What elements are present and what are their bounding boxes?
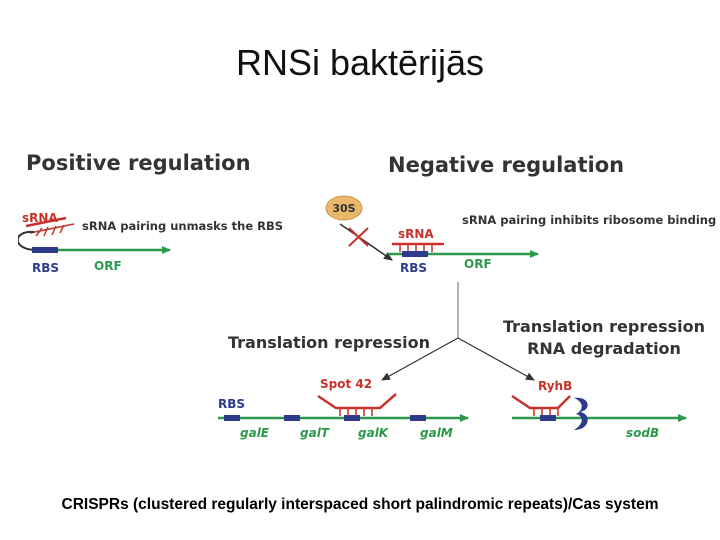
gene-gale-label: galE [240, 426, 269, 440]
degradation-heading-line2: RNA degradation [527, 339, 681, 358]
translation-repression-panel [218, 333, 468, 440]
negative-orf-label: ORF [464, 257, 492, 271]
positive-rbs-box [32, 247, 58, 253]
slide-title: RNSi baktērijās [235, 42, 485, 83]
gal-rbs-box-2 [284, 415, 300, 421]
caption: CRISPRs (clustered regularly interspaced short palindromic repeats)/Cas system [61, 496, 659, 513]
ribosome-label: 30S [332, 202, 356, 215]
regulation-diagram [18, 140, 720, 450]
regulation-figure [18, 140, 720, 450]
negative-regulation-heading: Negative regulation [388, 153, 625, 177]
positive-orf-label: ORF [94, 259, 122, 273]
repression-heading: Translation repression [228, 333, 430, 352]
branch-arrow-right [458, 338, 534, 380]
negative-srna-label: sRNA [398, 227, 434, 241]
sodb-rbs-box [540, 415, 556, 421]
positive-note: sRNA pairing unmasks the RBS [82, 219, 284, 233]
ryhb-label: RyhB [538, 379, 573, 393]
rnase-e-icon [574, 398, 588, 430]
gene-galt-label: galT [300, 426, 329, 440]
gene-galm-label: galM [420, 426, 453, 440]
degradation-panel [503, 317, 705, 440]
negative-regulation-panel [326, 153, 716, 275]
positive-rbs-label: RBS [32, 261, 60, 275]
positive-regulation-panel [18, 151, 283, 275]
spot42-strand [318, 394, 396, 408]
gal-rbs-box-1 [224, 415, 240, 421]
negative-note: sRNA pairing inhibits ribosome binding [462, 213, 717, 227]
gal-rbs-box-3 [344, 415, 360, 421]
gal-rbs-box-4 [410, 415, 426, 421]
degradation-heading-line1: Translation repression [503, 317, 705, 336]
gene-galk-label: galK [358, 426, 389, 440]
spot42-label: Spot 42 [320, 377, 373, 391]
gene-sodb-label: sodB [626, 426, 660, 440]
repression-rbs-label: RBS [218, 397, 246, 411]
negative-rbs-label: RBS [400, 261, 428, 275]
positive-regulation-heading: Positive regulation [26, 151, 251, 175]
positive-srna-label: sRNA [22, 211, 58, 225]
negative-rbs-box [402, 251, 428, 257]
blocked-cross-icon [349, 228, 368, 246]
ryhb-strand [512, 396, 570, 408]
positive-srna-pairing [30, 224, 74, 236]
